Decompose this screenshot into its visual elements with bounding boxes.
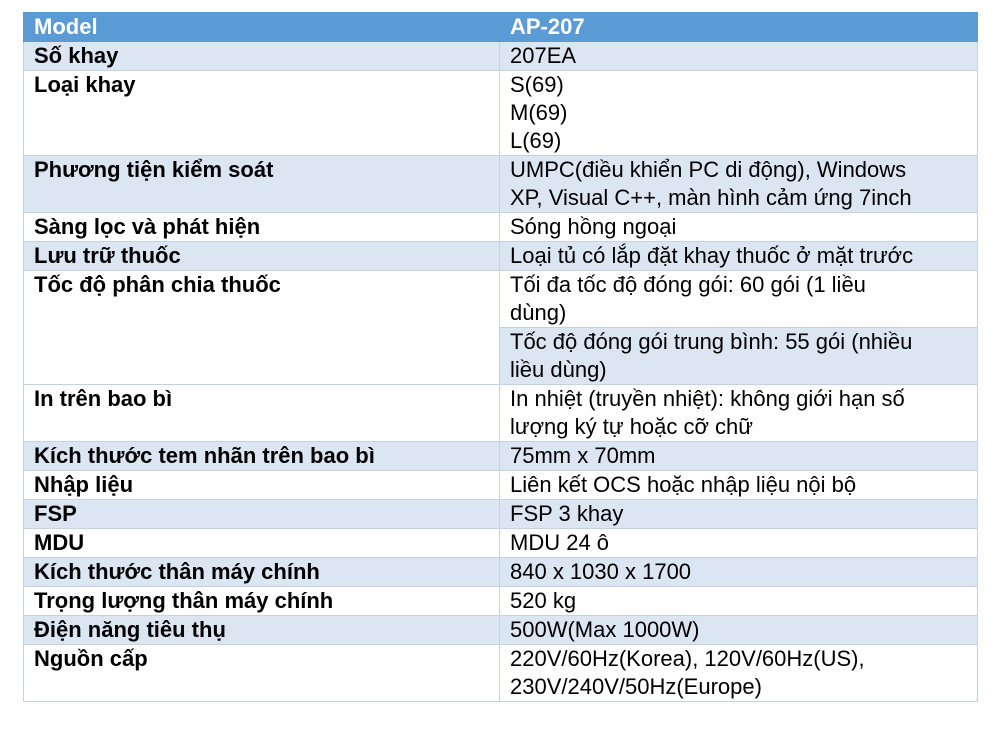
row-label: Trọng lượng thân máy chính (24, 587, 500, 616)
spec-table-header (24, 13, 978, 42)
table-row (24, 529, 978, 558)
row-value: 75mm x 70mm (500, 442, 978, 471)
table-row (24, 42, 978, 71)
spec-table (23, 12, 978, 702)
row-label: Nguồn cấp (24, 645, 500, 702)
row-value: Loại tủ có lắp đặt khay thuốc ở mặt trước (500, 242, 978, 271)
table-row (24, 385, 978, 442)
row-label: Kích thước thân máy chính (24, 558, 500, 587)
value-line: Tối đa tốc độ đóng gói: 60 gói (1 liều (510, 272, 866, 297)
spec-table-body (24, 42, 978, 702)
row-value: MDU 24 ô (500, 529, 978, 558)
row-label: In trên bao bì (24, 385, 500, 442)
value-line: 220V/60Hz(Korea), 120V/60Hz(US), (510, 646, 865, 671)
table-row (24, 71, 978, 156)
row-value (500, 156, 978, 213)
table-row (24, 645, 978, 702)
row-label: Sàng lọc và phát hiện (24, 213, 500, 242)
table-row (24, 271, 978, 328)
row-value (500, 385, 978, 442)
row-value (500, 271, 978, 328)
row-label: Lưu trữ thuốc (24, 242, 500, 271)
table-row (24, 558, 978, 587)
row-value (500, 71, 978, 156)
row-label: Số khay (24, 42, 500, 71)
row-value: 207EA (500, 42, 978, 71)
table-row (24, 442, 978, 471)
value-line: XP, Visual C++, màn hình cảm ứng 7inch (510, 185, 912, 210)
header-model: Model (24, 13, 500, 42)
table-row (24, 616, 978, 645)
row-value (500, 328, 978, 385)
row-label: FSP (24, 500, 500, 529)
row-label: Loại khay (24, 71, 500, 156)
row-value: 840 x 1030 x 1700 (500, 558, 978, 587)
header-model-value: AP-207 (500, 13, 978, 42)
row-value: Liên kết OCS hoặc nhập liệu nội bộ (500, 471, 978, 500)
table-row (24, 156, 978, 213)
row-value: FSP 3 khay (500, 500, 978, 529)
row-label: Điện năng tiêu thụ (24, 616, 500, 645)
value-line: liều dùng) (510, 357, 607, 382)
row-label: Kích thước tem nhãn trên bao bì (24, 442, 500, 471)
row-value: Sóng hồng ngoại (500, 213, 978, 242)
table-row (24, 471, 978, 500)
value-line: L(69) (510, 128, 562, 153)
table-row (24, 242, 978, 271)
value-line: Tốc độ đóng gói trung bình: 55 gói (nhiều (510, 329, 913, 354)
value-line: lượng ký tự hoặc cỡ chữ (510, 414, 754, 439)
value-line: UMPC(điều khiển PC di động), Windows (510, 157, 907, 182)
row-label: Nhập liệu (24, 471, 500, 500)
row-value: 520 kg (500, 587, 978, 616)
value-line: M(69) (510, 100, 568, 125)
value-line: In nhiệt (truyền nhiệt): không giới hạn số (510, 386, 905, 411)
row-label: Phương tiện kiểm soát (24, 156, 500, 213)
row-value (500, 645, 978, 702)
table-row (24, 213, 978, 242)
value-line: dùng) (510, 300, 567, 325)
value-line: S(69) (510, 72, 564, 97)
header-row (24, 13, 978, 42)
table-row (24, 587, 978, 616)
value-line: 230V/240V/50Hz(Europe) (510, 674, 762, 699)
row-label: Tốc độ phân chia thuốc (24, 271, 500, 385)
row-value: 500W(Max 1000W) (500, 616, 978, 645)
table-row (24, 500, 978, 529)
row-label: MDU (24, 529, 500, 558)
